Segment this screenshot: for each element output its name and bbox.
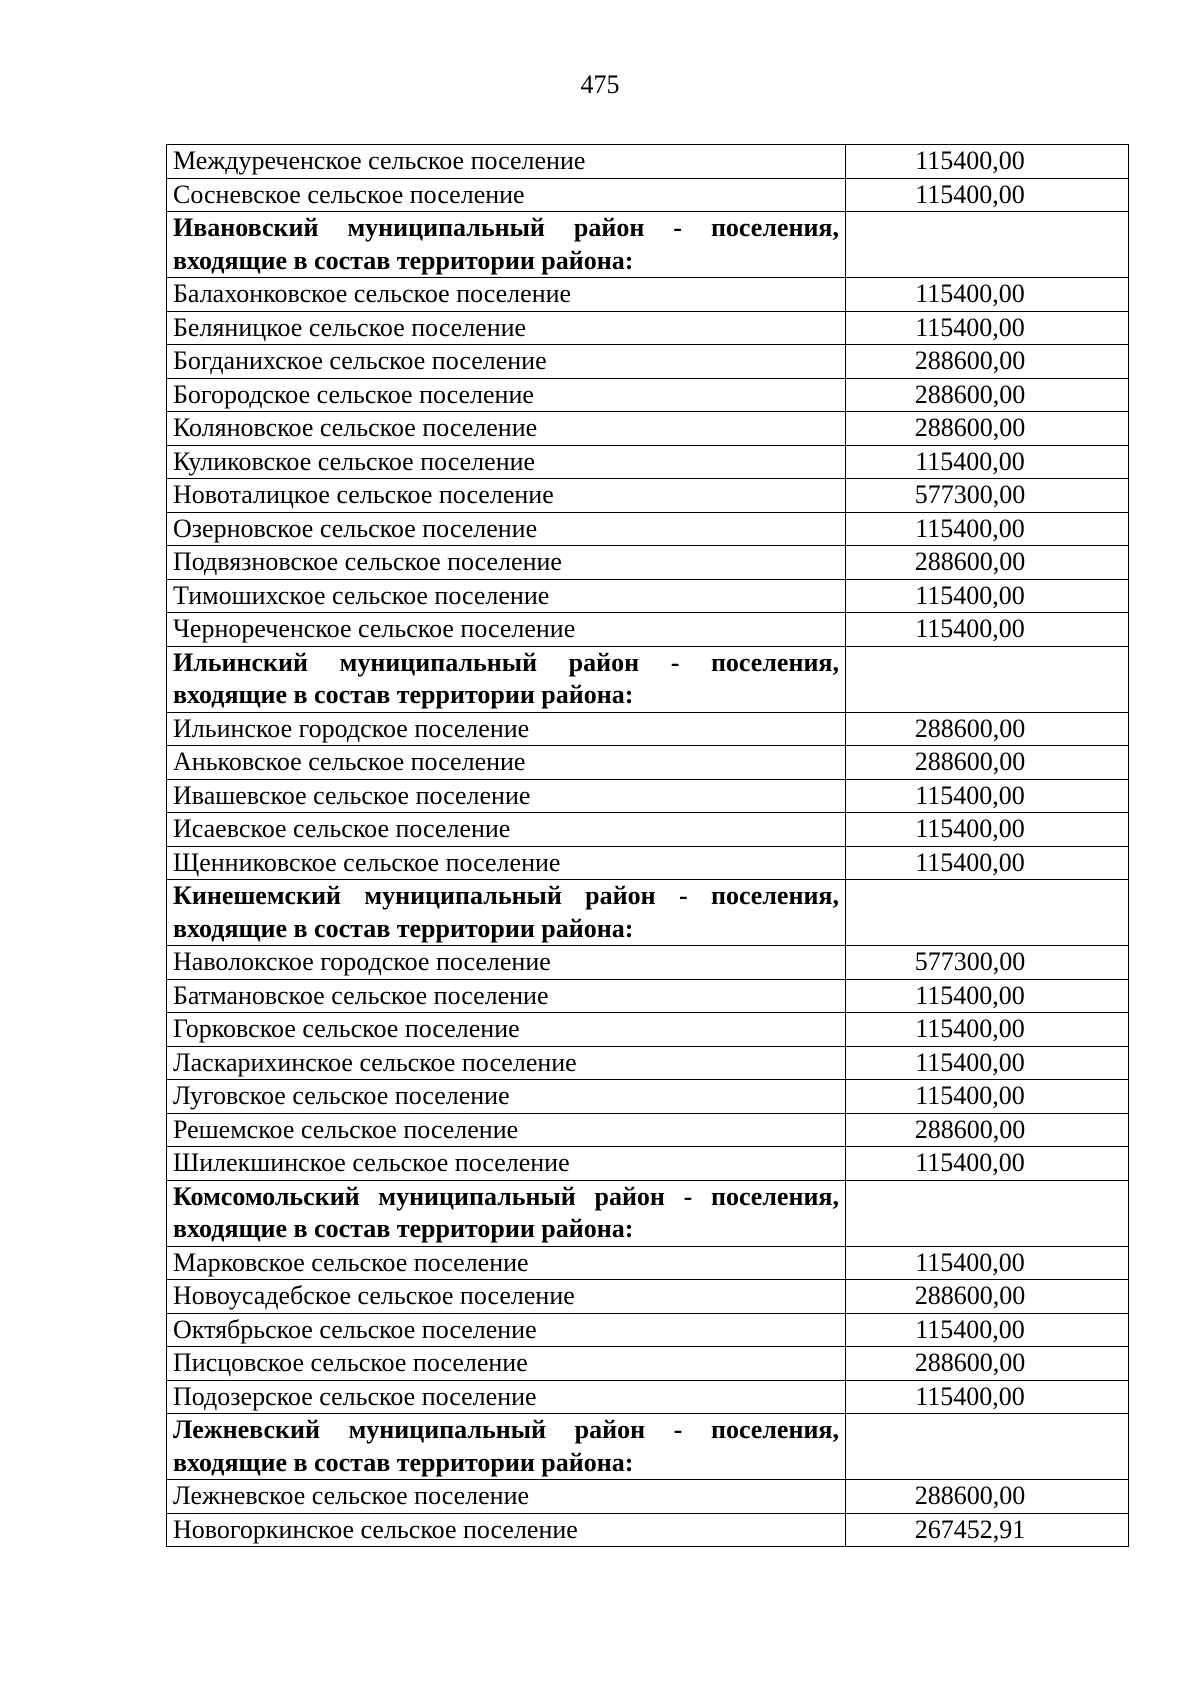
- settlement-name: Батмановское сельское поселение: [167, 979, 846, 1013]
- amount-cell: 115400,00: [846, 779, 1129, 813]
- settlement-name: Ласкарихинское сельское поселение: [167, 1046, 846, 1080]
- table-row: [167, 579, 1129, 613]
- settlement-name: Чернореченское сельское поселение: [167, 613, 846, 647]
- amount-cell: 115400,00: [846, 178, 1129, 212]
- amount-cell: 115400,00: [846, 613, 1129, 647]
- settlement-name: Сосневское сельское поселение: [167, 178, 846, 212]
- table-row: [167, 1113, 1129, 1147]
- settlement-name: Тимошихское сельское поселение: [167, 579, 846, 613]
- amount-cell: 115400,00: [846, 311, 1129, 345]
- table-row: [167, 178, 1129, 212]
- table-row: [167, 1013, 1129, 1047]
- table-row: [167, 712, 1129, 746]
- amount-cell: 288600,00: [846, 1280, 1129, 1314]
- district-heading-row: [167, 1180, 1129, 1246]
- amount-cell: [846, 1180, 1129, 1246]
- settlement-name: Щенниковское сельское поселение: [167, 846, 846, 880]
- table-row: [167, 1313, 1129, 1347]
- settlement-name: Лежневское сельское поселение: [167, 1480, 846, 1514]
- table-row: [167, 1246, 1129, 1280]
- amount-cell: 115400,00: [846, 512, 1129, 546]
- amount-cell: 577300,00: [846, 479, 1129, 513]
- amount-cell: 115400,00: [846, 579, 1129, 613]
- settlement-name: Новоусадебское сельское поселение: [167, 1280, 846, 1314]
- page-number: 475: [580, 70, 620, 99]
- amount-cell: [846, 212, 1129, 278]
- table-row: [167, 546, 1129, 580]
- amount-cell: 115400,00: [846, 145, 1129, 179]
- amount-cell: 115400,00: [846, 1046, 1129, 1080]
- table-row: [167, 613, 1129, 647]
- amount-cell: 288600,00: [846, 412, 1129, 446]
- table-row: [167, 1280, 1129, 1314]
- amount-cell: 115400,00: [846, 1147, 1129, 1181]
- settlement-name: Междуреченское сельское поселение: [167, 145, 846, 179]
- table-row: [167, 1347, 1129, 1381]
- settlement-name: Марковское сельское поселение: [167, 1246, 846, 1280]
- amount-cell: 115400,00: [846, 1013, 1129, 1047]
- settlement-name: Луговское сельское поселение: [167, 1080, 846, 1114]
- amount-cell: 115400,00: [846, 1313, 1129, 1347]
- table-row: [167, 1046, 1129, 1080]
- settlement-name: Ивашевское сельское поселение: [167, 779, 846, 813]
- table-row: [167, 412, 1129, 446]
- table-row: [167, 378, 1129, 412]
- amount-cell: [846, 1414, 1129, 1480]
- settlement-name: Писцовское сельское поселение: [167, 1347, 846, 1381]
- settlement-name: Исаевское сельское поселение: [167, 813, 846, 847]
- settlement-name: Озерновское сельское поселение: [167, 512, 846, 546]
- district-heading: Кинешемский муниципальный район - поселения, входящие в состав территории района:: [167, 880, 846, 946]
- amount-cell: 115400,00: [846, 979, 1129, 1013]
- amount-cell: 115400,00: [846, 846, 1129, 880]
- amount-cell: 267452,91: [846, 1513, 1129, 1547]
- amount-cell: 115400,00: [846, 813, 1129, 847]
- amount-cell: 115400,00: [846, 1246, 1129, 1280]
- district-heading: Комсомольский муниципальный район - поселения, входящие в состав территории района:: [167, 1180, 846, 1246]
- settlement-name: Балахонковское сельское поселение: [167, 278, 846, 312]
- amount-cell: 115400,00: [846, 278, 1129, 312]
- table-row: [167, 479, 1129, 513]
- settlement-name: Шилекшинское сельское поселение: [167, 1147, 846, 1181]
- amount-cell: [846, 880, 1129, 946]
- table-row: [167, 1380, 1129, 1414]
- amount-cell: 115400,00: [846, 445, 1129, 479]
- settlement-name: Новоталицкое сельское поселение: [167, 479, 846, 513]
- settlement-name: Коляновское сельское поселение: [167, 412, 846, 446]
- table-row: [167, 445, 1129, 479]
- amount-cell: 288600,00: [846, 1480, 1129, 1514]
- settlement-name: Богородское сельское поселение: [167, 378, 846, 412]
- district-heading: Лежневский муниципальный район - поселения, входящие в состав территории района:: [167, 1414, 846, 1480]
- amount-cell: 288600,00: [846, 1113, 1129, 1147]
- district-heading-row: [167, 1414, 1129, 1480]
- settlement-name: Новогоркинское сельское поселение: [167, 1513, 846, 1547]
- table-row: [167, 1147, 1129, 1181]
- settlement-name: Ильинское городское поселение: [167, 712, 846, 746]
- district-heading-row: [167, 212, 1129, 278]
- settlement-name: Подвязновское сельское поселение: [167, 546, 846, 580]
- table-row: [167, 779, 1129, 813]
- amount-cell: 288600,00: [846, 712, 1129, 746]
- amount-cell: 577300,00: [846, 946, 1129, 980]
- table-row: [167, 846, 1129, 880]
- table-row: [167, 813, 1129, 847]
- amount-cell: 288600,00: [846, 1347, 1129, 1381]
- table-row: [167, 278, 1129, 312]
- settlement-name: Куликовское сельское поселение: [167, 445, 846, 479]
- amount-cell: 115400,00: [846, 1380, 1129, 1414]
- amount-cell: 288600,00: [846, 345, 1129, 379]
- amount-cell: 288600,00: [846, 746, 1129, 780]
- settlement-name: Аньковское сельское поселение: [167, 746, 846, 780]
- district-heading-row: [167, 646, 1129, 712]
- table-row: [167, 345, 1129, 379]
- settlement-name: Решемское сельское поселение: [167, 1113, 846, 1147]
- table-row: [167, 979, 1129, 1013]
- table-row: [167, 1480, 1129, 1514]
- table-row: [167, 1080, 1129, 1114]
- table-row: [167, 145, 1129, 179]
- table-row: [167, 946, 1129, 980]
- settlement-name: Горковское сельское поселение: [167, 1013, 846, 1047]
- district-heading-row: [167, 880, 1129, 946]
- amount-cell: 288600,00: [846, 378, 1129, 412]
- table-body: [167, 145, 1129, 1547]
- settlement-name: Подозерское сельское поселение: [167, 1380, 846, 1414]
- district-heading: Ильинский муниципальный район - поселения, входящие в состав территории района:: [167, 646, 846, 712]
- amount-cell: [846, 646, 1129, 712]
- settlements-table: [166, 144, 1129, 1547]
- table-row: [167, 1513, 1129, 1547]
- amount-cell: 115400,00: [846, 1080, 1129, 1114]
- table-row: [167, 746, 1129, 780]
- table-row: [167, 311, 1129, 345]
- district-heading: Ивановский муниципальный район - поселения, входящие в состав территории района:: [167, 212, 846, 278]
- table-row: [167, 512, 1129, 546]
- settlement-name: Беляницкое сельское поселение: [167, 311, 846, 345]
- settlement-name: Октябрьское сельское поселение: [167, 1313, 846, 1347]
- amount-cell: 288600,00: [846, 546, 1129, 580]
- settlement-name: Наволокское городское поселение: [167, 946, 846, 980]
- settlement-name: Богданихское сельское поселение: [167, 345, 846, 379]
